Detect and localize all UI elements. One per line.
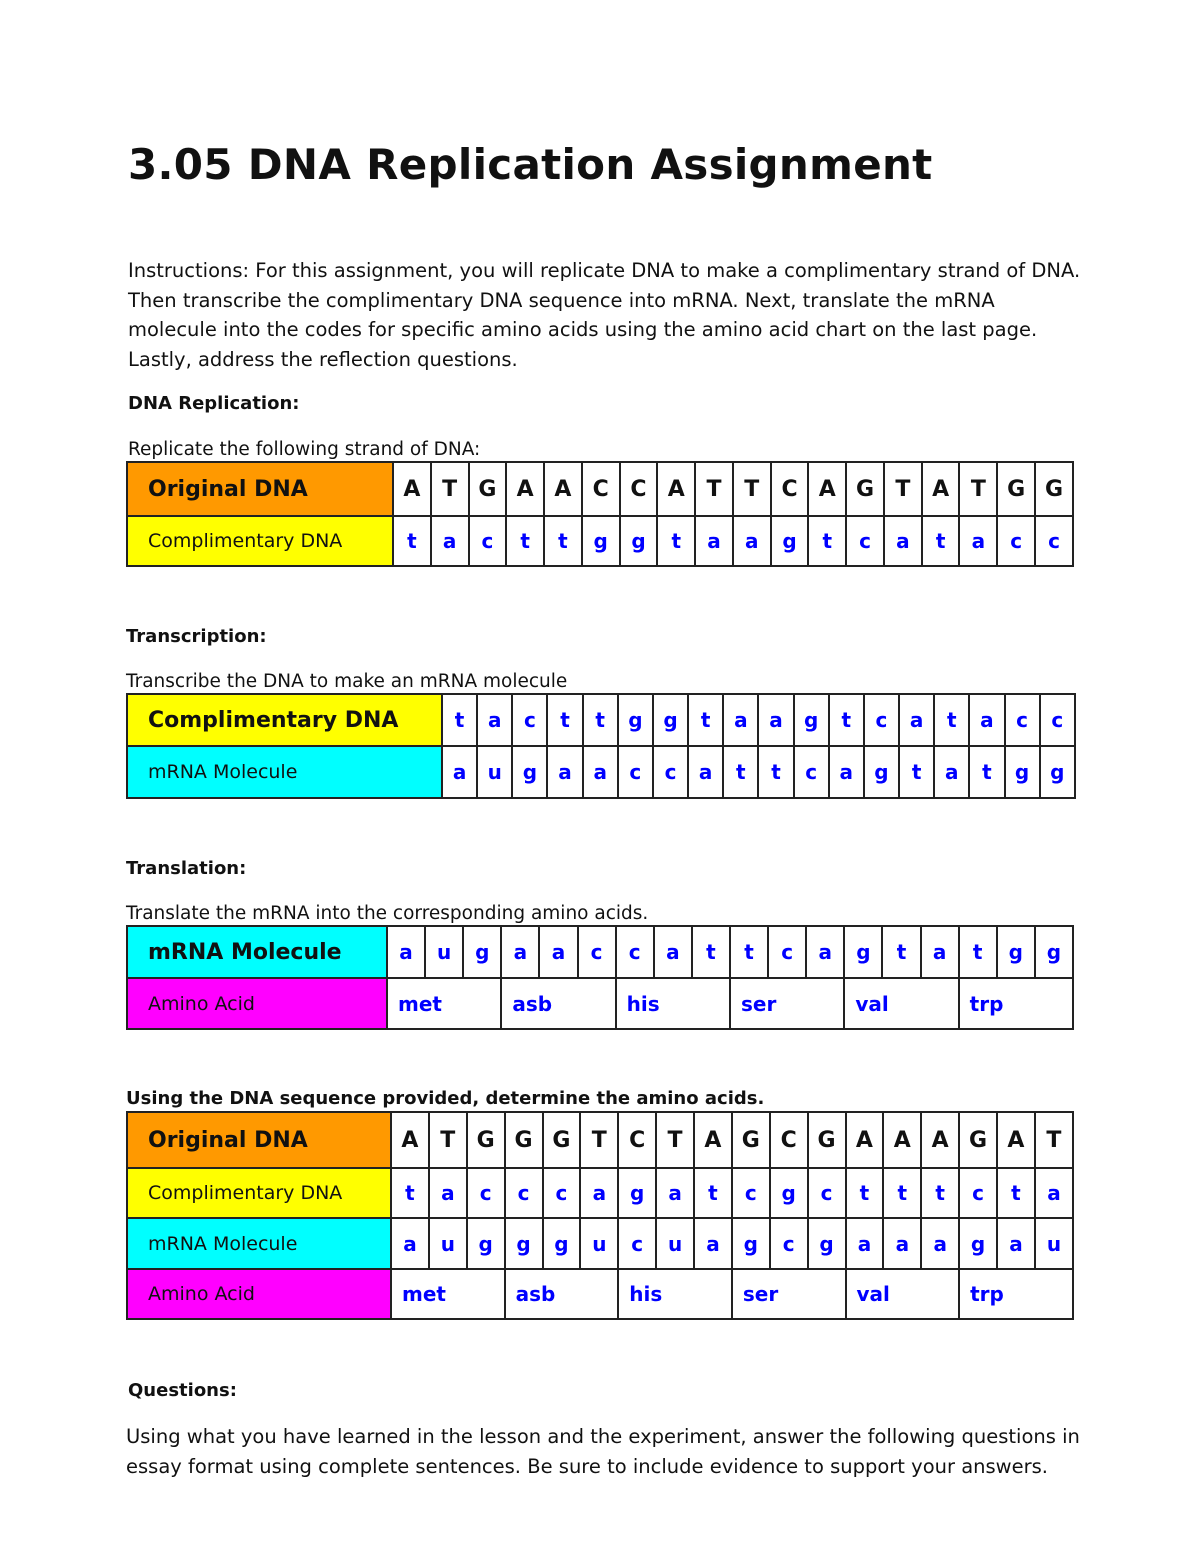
base-cell: u xyxy=(1035,1218,1073,1269)
base-cell: c xyxy=(768,926,806,978)
base-cell: G xyxy=(732,1112,770,1168)
base-cell: t xyxy=(934,694,969,746)
base-cell: a xyxy=(654,926,692,978)
amino-acid-cell: his xyxy=(618,1269,732,1319)
base-cell: g xyxy=(997,926,1035,978)
base-cell: C xyxy=(771,462,809,516)
amino-acid-cell: his xyxy=(616,978,730,1029)
base-cell: g xyxy=(582,516,620,566)
complimentary-dna-row xyxy=(127,694,1075,746)
base-cell: c xyxy=(808,1168,846,1218)
base-cell: g xyxy=(864,746,899,798)
base-cell: T xyxy=(431,462,469,516)
original-dna-row xyxy=(127,1112,1073,1168)
amino-acid-label: Amino Acid xyxy=(127,978,387,1029)
base-cell: a xyxy=(934,746,969,798)
base-cell: c xyxy=(469,516,507,566)
base-cell: g xyxy=(844,926,882,978)
translation-heading: Translation: xyxy=(126,858,247,879)
base-cell: u xyxy=(656,1218,694,1269)
amino-acid-cell: met xyxy=(387,978,501,1029)
base-cell: t xyxy=(442,694,477,746)
base-cell: c xyxy=(653,746,688,798)
base-cell: G xyxy=(543,1112,581,1168)
base-cell: a xyxy=(547,746,582,798)
base-cell: a xyxy=(758,694,793,746)
complimentary-dna-label: Complimentary DNA xyxy=(127,694,442,746)
replication-table xyxy=(126,461,1074,567)
questions-heading: Questions: xyxy=(128,1380,237,1401)
base-cell: g xyxy=(808,1218,846,1269)
base-cell: c xyxy=(578,926,616,978)
base-cell: u xyxy=(429,1218,467,1269)
base-cell: g xyxy=(1040,746,1075,798)
base-cell: c xyxy=(1035,516,1073,566)
base-cell: t xyxy=(808,516,846,566)
base-cell: c xyxy=(794,746,829,798)
base-cell: c xyxy=(770,1218,808,1269)
base-cell: g xyxy=(463,926,501,978)
determine-heading: Using the DNA sequence provided, determine the amino acids. xyxy=(126,1088,765,1109)
base-cell: c xyxy=(618,746,653,798)
instructions-paragraph: Instructions: For this assignment, you will replicate DNA to make a complimentary strand of DNA. Then transcribe the complimentary DNA sequence into mRNA. Next, translate the mRNA molecule into the codes for specific amino acids using the amino acid chart on the last page. Lastly, address the reflection questions. xyxy=(128,259,1081,371)
base-cell: a xyxy=(723,694,758,746)
complimentary-dna-label: Complimentary DNA xyxy=(127,1168,391,1218)
base-cell: c xyxy=(467,1168,505,1218)
base-cell: T xyxy=(656,1112,694,1168)
translation-table xyxy=(126,925,1074,1030)
base-cell: t xyxy=(393,516,431,566)
base-cell: a xyxy=(688,746,723,798)
base-cell: a xyxy=(391,1218,429,1269)
amino-acid-cell: asb xyxy=(501,978,615,1029)
base-cell: a xyxy=(733,516,771,566)
base-cell: a xyxy=(899,694,934,746)
base-cell: a xyxy=(1035,1168,1073,1218)
base-cell: t xyxy=(391,1168,429,1218)
base-cell: t xyxy=(883,1168,921,1218)
base-cell: g xyxy=(770,1168,808,1218)
base-cell: a xyxy=(846,1218,884,1269)
base-cell: a xyxy=(884,516,922,566)
base-cell: G xyxy=(959,1112,997,1168)
base-cell: G xyxy=(505,1112,543,1168)
complimentary-dna-label: Complimentary DNA xyxy=(127,516,393,566)
base-cell: c xyxy=(997,516,1035,566)
amino-acid-row xyxy=(127,1269,1073,1319)
transcription-table xyxy=(126,693,1076,799)
base-cell: g xyxy=(543,1218,581,1269)
base-cell: a xyxy=(477,694,512,746)
replication-prompt: Replicate the following strand of DNA: xyxy=(128,439,481,460)
questions-paragraph: Using what you have learned in the lesson and the experiment, answer the following questions in essay format using complete sentences. Be sure to include evidence to support your answers. xyxy=(126,1425,1080,1478)
base-cell: T xyxy=(884,462,922,516)
base-cell: c xyxy=(732,1168,770,1218)
base-cell: A xyxy=(997,1112,1035,1168)
amino-acid-cell: trp xyxy=(959,978,1073,1029)
base-cell: u xyxy=(477,746,512,798)
complimentary-dna-row xyxy=(127,516,1073,566)
base-cell: a xyxy=(921,926,959,978)
transcription-prompt: Transcribe the DNA to make an mRNA molecule xyxy=(126,671,568,692)
base-cell: c xyxy=(543,1168,581,1218)
mrna-label: mRNA Molecule xyxy=(127,926,387,978)
base-cell: A xyxy=(922,462,960,516)
base-cell: a xyxy=(501,926,539,978)
replication-heading: DNA Replication: xyxy=(128,393,300,414)
base-cell: u xyxy=(425,926,463,978)
base-cell: A xyxy=(393,462,431,516)
amino-acid-cell: met xyxy=(391,1269,505,1319)
base-cell: g xyxy=(618,1168,656,1218)
base-cell: a xyxy=(583,746,618,798)
base-cell: G xyxy=(997,462,1035,516)
base-cell: c xyxy=(1040,694,1075,746)
base-cell: c xyxy=(616,926,654,978)
transcription-heading: Transcription: xyxy=(126,626,267,647)
base-cell: t xyxy=(922,516,960,566)
base-cell: A xyxy=(846,1112,884,1168)
base-cell: c xyxy=(1005,694,1040,746)
base-cell: c xyxy=(959,1168,997,1218)
base-cell: G xyxy=(846,462,884,516)
base-cell: C xyxy=(620,462,658,516)
base-cell: c xyxy=(846,516,884,566)
amino-acid-cell: val xyxy=(844,978,958,1029)
amino-acid-cell: asb xyxy=(505,1269,619,1319)
base-cell: t xyxy=(997,1168,1035,1218)
base-cell: c xyxy=(618,1218,656,1269)
base-cell: t xyxy=(544,516,582,566)
base-cell: g xyxy=(771,516,809,566)
base-cell: g xyxy=(794,694,829,746)
base-cell: G xyxy=(469,462,507,516)
amino-acid-cell: trp xyxy=(959,1269,1073,1319)
original-dna-row xyxy=(127,462,1073,516)
base-cell: t xyxy=(506,516,544,566)
amino-acid-cell: ser xyxy=(732,1269,846,1319)
original-dna-label: Original DNA xyxy=(127,1112,391,1168)
base-cell: a xyxy=(442,746,477,798)
base-cell: g xyxy=(467,1218,505,1269)
base-cell: G xyxy=(467,1112,505,1168)
amino-acid-cell: ser xyxy=(730,978,844,1029)
base-cell: t xyxy=(730,926,768,978)
base-cell: a xyxy=(969,694,1004,746)
base-cell: g xyxy=(653,694,688,746)
base-cell: A xyxy=(921,1112,959,1168)
base-cell: g xyxy=(618,694,653,746)
base-cell: a xyxy=(806,926,844,978)
base-cell: A xyxy=(883,1112,921,1168)
mrna-label: mRNA Molecule xyxy=(127,1218,391,1269)
base-cell: g xyxy=(1005,746,1040,798)
base-cell: t xyxy=(959,926,997,978)
base-cell: t xyxy=(723,746,758,798)
base-cell: A xyxy=(544,462,582,516)
base-cell: T xyxy=(959,462,997,516)
base-cell: a xyxy=(997,1218,1035,1269)
base-cell: t xyxy=(694,1168,732,1218)
base-cell: g xyxy=(732,1218,770,1269)
base-cell: a xyxy=(695,516,733,566)
amino-acid-label: Amino Acid xyxy=(127,1269,391,1319)
base-cell: A xyxy=(694,1112,732,1168)
base-cell: G xyxy=(1035,462,1073,516)
base-cell: a xyxy=(921,1218,959,1269)
base-cell: T xyxy=(733,462,771,516)
original-dna-label: Original DNA xyxy=(127,462,393,516)
base-cell: g xyxy=(959,1218,997,1269)
base-cell: g xyxy=(620,516,658,566)
base-cell: a xyxy=(429,1168,467,1218)
base-cell: t xyxy=(547,694,582,746)
base-cell: t xyxy=(921,1168,959,1218)
base-cell: c xyxy=(512,694,547,746)
base-cell: A xyxy=(657,462,695,516)
base-cell: T xyxy=(580,1112,618,1168)
complimentary-dna-row xyxy=(127,1168,1073,1218)
base-cell: t xyxy=(758,746,793,798)
base-cell: T xyxy=(1035,1112,1073,1168)
mrna-row xyxy=(127,746,1075,798)
determine-table xyxy=(126,1111,1074,1320)
base-cell: T xyxy=(429,1112,467,1168)
base-cell: a xyxy=(694,1218,732,1269)
base-cell: A xyxy=(506,462,544,516)
base-cell: g xyxy=(512,746,547,798)
amino-acid-row xyxy=(127,978,1073,1029)
mrna-row xyxy=(127,926,1073,978)
base-cell: a xyxy=(829,746,864,798)
base-cell: t xyxy=(657,516,695,566)
base-cell: a xyxy=(883,1218,921,1269)
base-cell: t xyxy=(692,926,730,978)
base-cell: A xyxy=(808,462,846,516)
base-cell: t xyxy=(688,694,723,746)
base-cell: t xyxy=(583,694,618,746)
base-cell: a xyxy=(431,516,469,566)
base-cell: t xyxy=(846,1168,884,1218)
base-cell: a xyxy=(387,926,425,978)
mrna-row xyxy=(127,1218,1073,1269)
base-cell: g xyxy=(505,1218,543,1269)
base-cell: c xyxy=(864,694,899,746)
base-cell: T xyxy=(695,462,733,516)
page-title: 3.05 DNA Replication Assignment xyxy=(128,140,933,189)
base-cell: G xyxy=(808,1112,846,1168)
base-cell: t xyxy=(882,926,920,978)
base-cell: a xyxy=(959,516,997,566)
base-cell: C xyxy=(582,462,620,516)
mrna-label: mRNA Molecule xyxy=(127,746,442,798)
base-cell: t xyxy=(899,746,934,798)
base-cell: C xyxy=(770,1112,808,1168)
base-cell: C xyxy=(618,1112,656,1168)
translation-prompt: Translate the mRNA into the corresponding amino acids. xyxy=(126,903,649,924)
base-cell: a xyxy=(656,1168,694,1218)
base-cell: A xyxy=(391,1112,429,1168)
base-cell: a xyxy=(539,926,577,978)
base-cell: a xyxy=(580,1168,618,1218)
base-cell: t xyxy=(829,694,864,746)
base-cell: c xyxy=(505,1168,543,1218)
base-cell: u xyxy=(580,1218,618,1269)
amino-acid-cell: val xyxy=(846,1269,960,1319)
base-cell: g xyxy=(1035,926,1073,978)
base-cell: t xyxy=(969,746,1004,798)
